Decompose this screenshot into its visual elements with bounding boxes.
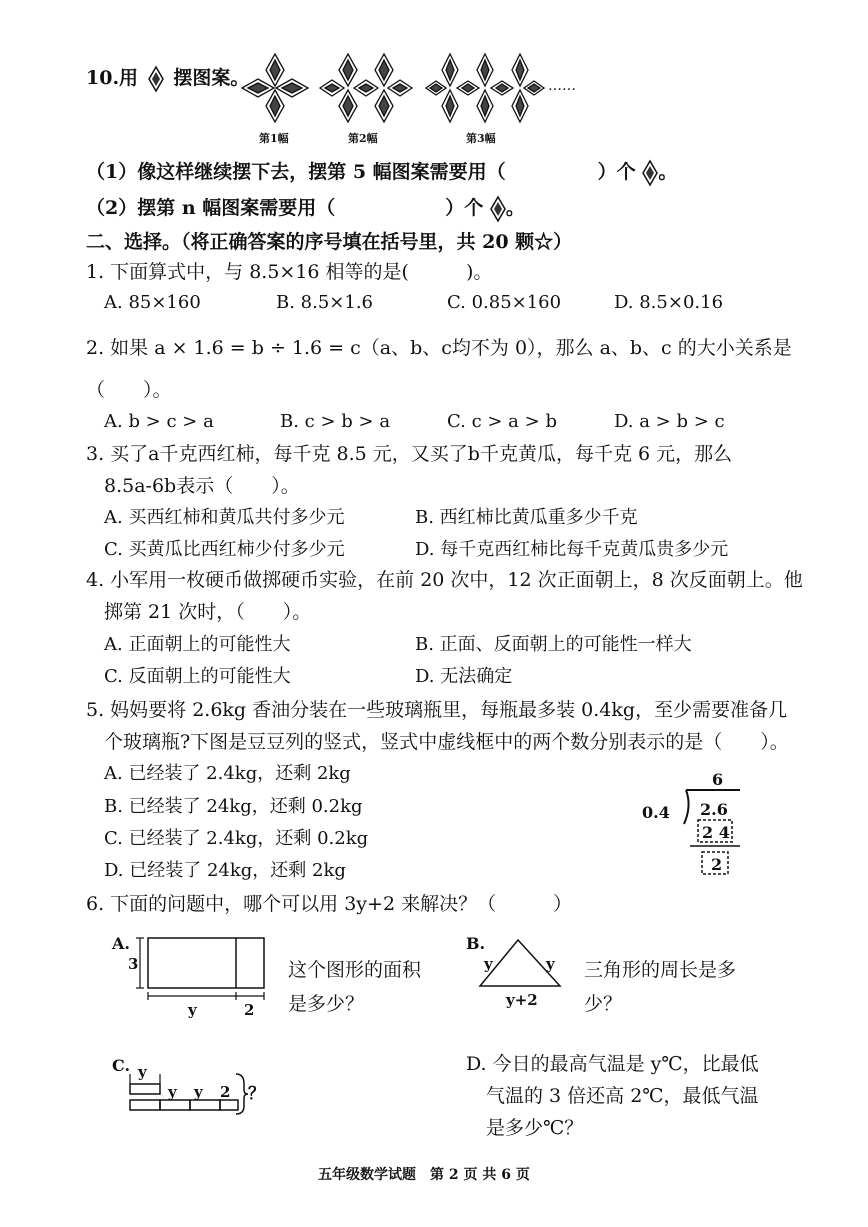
q6-c-seg-2: y bbox=[194, 1083, 203, 1101]
q4-option-d[interactable]: D. 无法确定 bbox=[415, 666, 513, 687]
q6-c-question: ？ bbox=[248, 1084, 265, 1104]
pattern-label-2: 第2幅 bbox=[348, 132, 378, 145]
q5-option-a[interactable]: A. 已经装了 2.4kg，还剩 2kg bbox=[104, 763, 351, 784]
division-dividend: 2.6 bbox=[700, 800, 728, 819]
q5-option-b[interactable]: B. 已经装了 24kg，还剩 0.2kg bbox=[104, 796, 363, 817]
q6-c-figure bbox=[124, 1060, 274, 1120]
q5-stem-line1: 5. 妈妈要将 2.6kg 香油分装在一些玻璃瓶里，每瓶最多装 0.4kg，至少需要准备几 bbox=[86, 699, 788, 721]
division-product: 2 4 bbox=[702, 823, 730, 842]
q5-stem-line2: 个玻璃瓶?下图是豆豆列的竖式，竖式中虚线框中的两个数分别表示的是（ ）。 bbox=[104, 731, 789, 753]
q6-c-top-y: y bbox=[138, 1063, 147, 1081]
q3-option-b[interactable]: B. 西红柿比黄瓜重多少千克 bbox=[415, 507, 638, 528]
q6-c-seg-3: 2 bbox=[220, 1083, 231, 1101]
q1-option-c[interactable]: C. 0.85×160 bbox=[447, 292, 562, 313]
division-quotient: 6 bbox=[712, 770, 724, 789]
q4-stem-line2: 掷第 21 次时，（ ）。 bbox=[104, 601, 312, 623]
q2-paren[interactable]: （ ）。 bbox=[86, 379, 172, 401]
q2-option-c[interactable]: C. c > a > b bbox=[447, 411, 557, 432]
q10-sub2-end: 。 bbox=[505, 197, 525, 219]
q6-a-label[interactable]: A. bbox=[112, 934, 130, 953]
q6-b-side-left: y bbox=[484, 955, 493, 973]
q6-a-figure bbox=[124, 934, 274, 1020]
q6-d-text2: 气温的 3 倍还高 2℃，最低气温 bbox=[486, 1085, 759, 1107]
rhombus-icon bbox=[642, 160, 658, 186]
pattern-figure-1 bbox=[240, 52, 310, 124]
q10-sub2 bbox=[86, 196, 525, 222]
q1-option-b[interactable]: B. 8.5×1.6 bbox=[276, 292, 374, 313]
q5-option-c[interactable]: C. 已经装了 2.4kg，还剩 0.2kg bbox=[104, 828, 369, 849]
q10-sub1-text: （1）像这样继续摆下去，摆第 5 幅图案需要用（ bbox=[86, 161, 506, 183]
q10-sub2-text: （2）摆第 n 幅图案需要用（ bbox=[86, 197, 336, 219]
pattern-label-3: 第3幅 bbox=[466, 132, 496, 145]
q3-option-a[interactable]: A. 买西红柿和黄瓜共付多少元 bbox=[104, 507, 345, 528]
q5-option-d[interactable]: D. 已经装了 24kg，还剩 2kg bbox=[104, 860, 346, 881]
q3-option-c[interactable]: C. 买黄瓜比西红柿少付多少元 bbox=[104, 539, 345, 560]
q6-b-base: y+2 bbox=[506, 991, 538, 1009]
pattern-label-1: 第1幅 bbox=[259, 132, 289, 145]
q1-option-a[interactable]: A. 85×160 bbox=[104, 292, 201, 313]
q6-a-text2: 是多少？ bbox=[288, 993, 365, 1015]
pattern-figure-2 bbox=[318, 52, 414, 124]
q6-b-side-right: y bbox=[546, 955, 555, 973]
q3-stem-line2: 8.5a-6b表示（ ）。 bbox=[104, 475, 300, 497]
q10-suffix: 摆图案。 bbox=[173, 67, 250, 89]
q6-c-label[interactable]: C. bbox=[112, 1056, 131, 1075]
rhombus-icon bbox=[148, 66, 164, 92]
page-footer: 五年级数学试题 第 2 页 共 6 页 bbox=[318, 1167, 530, 1183]
q10-sub1-end: 。 bbox=[658, 161, 678, 183]
q6-b-text2: 少？ bbox=[584, 993, 623, 1015]
q6-a-height: 3 bbox=[128, 955, 139, 973]
q10-sub2-unit: ）个 bbox=[445, 197, 484, 219]
section2-heading: 二、选择。（将正确答案的序号填在括号里，共 20 颗☆） bbox=[86, 231, 573, 253]
q4-option-b[interactable]: B. 正面、反面朝上的可能性一样大 bbox=[415, 634, 692, 655]
q2-option-b[interactable]: B. c > b > a bbox=[280, 411, 391, 432]
q6-a-width-2: 2 bbox=[244, 1001, 255, 1019]
q6-b-figure bbox=[470, 934, 580, 1008]
q10-title bbox=[86, 66, 249, 92]
q6-b-label[interactable]: B. bbox=[466, 934, 486, 953]
q2-stem: 2. 如果 a × 1.6 = b ÷ 1.6 = c（a、b、c均不为 0），那么 a、b、c 的大小关系是 bbox=[86, 337, 792, 359]
q6-a-width-y: y bbox=[188, 1001, 197, 1019]
q3-stem-line1: 3. 买了a千克西红柿，每千克 8.5 元，又买了b千克黄瓜，每千克 6 元，那么 bbox=[86, 443, 733, 465]
q6-d-text1[interactable]: D. 今日的最高气温是 y℃，比最低 bbox=[466, 1053, 759, 1075]
q6-c-seg-1: y bbox=[168, 1083, 177, 1101]
q10-sub1-unit: ）个 bbox=[597, 161, 636, 183]
q2-option-d[interactable]: D. a > b > c bbox=[614, 411, 725, 432]
q10-sub1 bbox=[86, 160, 677, 186]
q10-prefix: 10.用 bbox=[86, 67, 139, 89]
q1-option-d[interactable]: D. 8.5×0.16 bbox=[614, 292, 724, 313]
pattern-ellipsis: …… bbox=[548, 78, 576, 94]
q6-stem: 6. 下面的问题中，哪个可以用 3y+2 来解决？（ ） bbox=[86, 893, 573, 915]
division-remainder: 2 bbox=[711, 855, 723, 874]
q6-a-text1: 这个图形的面积 bbox=[288, 959, 422, 981]
q6-d-text3: 是多少℃？ bbox=[486, 1117, 584, 1139]
pattern-figure-3 bbox=[424, 52, 546, 124]
q3-option-d[interactable]: D. 每千克西红柿比每千克黄瓜贵多少元 bbox=[415, 539, 729, 560]
q4-stem-line1: 4. 小军用一枚硬币做掷硬币实验，在前 20 次中，12 次正面朝上，8 次反面朝上。他 bbox=[86, 569, 803, 591]
division-divisor: 0.4 bbox=[642, 803, 670, 822]
q6-b-text1: 三角形的周长是多 bbox=[584, 959, 737, 981]
q1-stem: 1. 下面算式中，与 8.5×16 相等的是( )。 bbox=[86, 261, 493, 283]
division-figure bbox=[640, 768, 750, 880]
q4-option-c[interactable]: C. 反面朝上的可能性大 bbox=[104, 666, 291, 687]
q2-option-a[interactable]: A. b > c > a bbox=[104, 411, 214, 432]
rhombus-icon bbox=[490, 196, 506, 222]
q4-option-a[interactable]: A. 正面朝上的可能性大 bbox=[104, 634, 291, 655]
division-bracket bbox=[640, 768, 750, 880]
